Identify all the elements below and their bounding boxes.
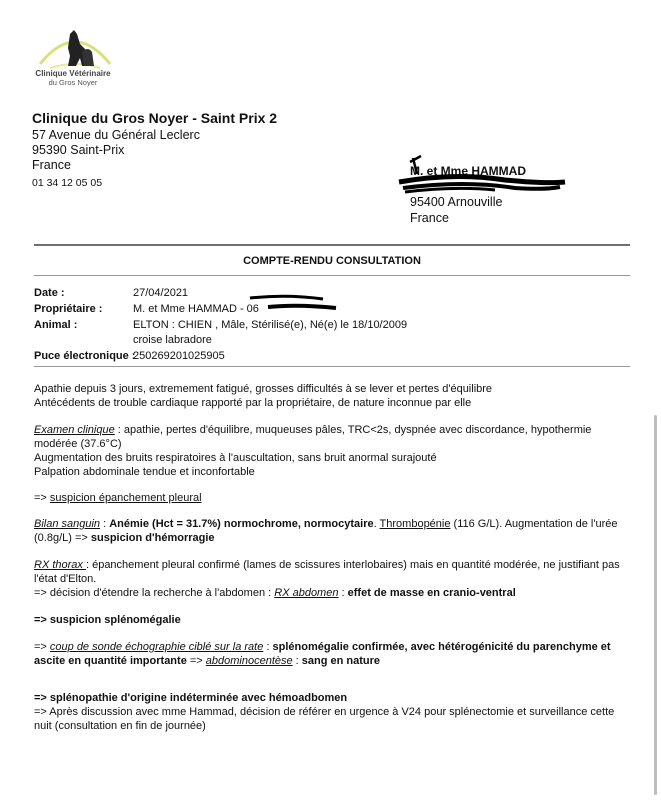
clinic-street: 57 Avenue du Général Leclerc bbox=[32, 128, 200, 142]
echo-link: coup de sonde échographie ciblé sur la rate bbox=[49, 641, 264, 653]
bilan-title: Bilan sanguin bbox=[34, 518, 101, 530]
separator: : bbox=[263, 641, 273, 653]
recipient-name: M. et Mme HAMMAD bbox=[410, 164, 526, 178]
arrow: => bbox=[34, 641, 50, 653]
clinic-name: Clinique du Gros Noyer - Saint Prix 2 bbox=[32, 110, 278, 126]
separator: : bbox=[100, 518, 110, 530]
suspicion-text: suspicion épanchement pleural bbox=[49, 492, 202, 504]
clinic-city: 95390 Saint-Prix bbox=[32, 143, 125, 157]
history-line: Antécédents de trouble cardiaque rapporté par la propriétaire, de nature inconnue par elle bbox=[34, 397, 472, 409]
separator: : bbox=[292, 655, 302, 667]
owner-label: Propriétaire : bbox=[34, 303, 103, 315]
rx-text: : épanchement pleural confirmé (lames de scissures interlobaires) mais en quantité modérée, ne justifiant pas bbox=[85, 559, 620, 571]
clinic-country: France bbox=[32, 158, 71, 172]
conclusion-line: => splénopathie d'origine indéterminée avec hémoadbomen bbox=[34, 692, 348, 704]
rx-decision: => décision d'étendre la recherche à l'abdomen : bbox=[34, 587, 275, 599]
echo-line bbox=[34, 655, 634, 669]
history-line: Apathie depuis 3 jours, extremement fatigué, grosses difficultés à se lever et pertes d'équilibre bbox=[34, 383, 493, 395]
rx-line bbox=[34, 559, 634, 573]
exam-title: Examen clinique bbox=[34, 424, 115, 436]
conclusion-line: nuit (consultation en fin de journée) bbox=[34, 720, 206, 732]
owner-value: M. et Mme HAMMAD - 06 bbox=[133, 303, 259, 315]
bilan-suspicion: suspicion d'hémorragie bbox=[90, 532, 215, 544]
date-value: 27/04/2021 bbox=[133, 287, 189, 299]
rx-abdomen: RX abdomen bbox=[274, 587, 339, 599]
rx-result: effet de masse en cranio-ventral bbox=[347, 587, 516, 599]
date-label: Date : bbox=[34, 287, 65, 299]
animal-breed: croise labradore bbox=[133, 334, 212, 346]
suspicion-line bbox=[34, 492, 634, 506]
chip-label: Puce électronique : bbox=[34, 350, 136, 362]
bilan-thrombo: Thrombopénie bbox=[379, 518, 451, 530]
rx-line bbox=[34, 587, 634, 601]
chip-value: 250269201025905 bbox=[133, 350, 225, 362]
echo-result: splénomégalie confirmée, avec hétérogénicité du parenchyme et bbox=[272, 641, 611, 653]
redaction-scribble bbox=[395, 152, 575, 212]
bilan-line bbox=[34, 532, 634, 546]
echo-abdominocentese: abdominocentèse bbox=[205, 655, 293, 667]
exam-line: Augmentation des bruits respiratoires à l'auscultation, sans bruit anormal surajouté bbox=[34, 452, 437, 464]
recipient-country: France bbox=[410, 211, 449, 225]
bilan-uree: (0.8g/L) => bbox=[34, 532, 91, 544]
arrow: => bbox=[34, 492, 50, 504]
bilan-line bbox=[34, 518, 634, 532]
arrow: => bbox=[186, 655, 206, 667]
logo-title: Clinique Vétérinaire bbox=[35, 69, 111, 78]
animal-label: Animal : bbox=[34, 319, 78, 331]
animal-value: ELTON : CHIEN , Mâle, Stérilisé(e), Né(e) le 18/10/2009 bbox=[133, 319, 408, 331]
echo-ascite: ascite en quantité importante bbox=[34, 655, 187, 667]
exam-line bbox=[34, 424, 634, 438]
separator: : bbox=[338, 587, 348, 599]
suspicion-line: => suspicion splénomégalie bbox=[34, 614, 181, 626]
clinic-phone: 01 34 12 05 05 bbox=[32, 177, 103, 189]
exam-line: modérée (37.6°C) bbox=[34, 438, 122, 450]
bilan-rest: (116 G/L). Augmentation de l'urée bbox=[450, 518, 618, 530]
rx-line: l'état d'Elton. bbox=[34, 573, 97, 585]
scrollbar[interactable] bbox=[654, 415, 657, 795]
conclusion-line: => Après discussion avec mme Hammad, décision de référer en urgence à V24 pour splénectomie et surveillance cette bbox=[34, 706, 615, 718]
redaction-scribble bbox=[248, 294, 338, 316]
logo-subtitle: du Gros Noyer bbox=[48, 78, 98, 87]
exam-text: : apathie, pertes d'équilibre, muqueuses pâles, TRC<2s, dyspnée avec discordance, hypothermie bbox=[114, 424, 592, 436]
report-title: COMPTE-RENDU CONSULTATION bbox=[243, 255, 421, 267]
divider bbox=[34, 275, 630, 276]
echo-sang: sang en nature bbox=[301, 655, 381, 667]
divider bbox=[34, 366, 630, 367]
divider bbox=[34, 244, 630, 246]
echo-line bbox=[34, 641, 634, 655]
exam-line: Palpation abdominale tendue et inconfortable bbox=[34, 466, 255, 478]
separator: . bbox=[373, 518, 380, 530]
recipient-city: 95400 Arnouville bbox=[410, 195, 503, 209]
rx-title: RX thorax bbox=[34, 559, 86, 571]
bilan-bold: Anémie (Hct = 31.7%) normochrome, normocytaire bbox=[109, 518, 374, 530]
